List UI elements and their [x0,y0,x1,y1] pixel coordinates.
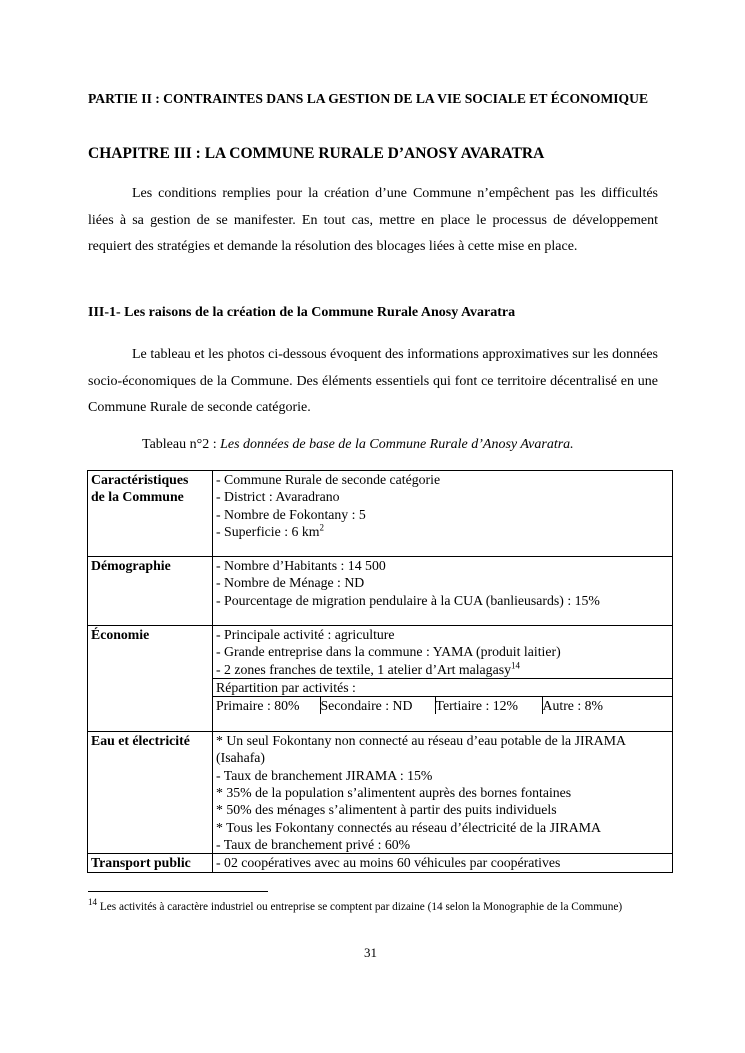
row-item: - Nombre de Ménage : ND [216,575,365,591]
row-item: - Taux de branchement privé : 60% [216,836,411,852]
row-item: - Pourcentage de migration pendulaire à la CUA (banlieusards) : 15% [216,592,600,608]
economie-items [213,626,672,679]
row-item: - Taux de branchement JIRAMA : 15% [216,767,433,783]
repartition-primaire: Primaire : 80% [216,697,320,714]
row-item: * Tous les Fokontany connectés au réseau d’électricité de la JIRAMA [216,819,601,835]
page-number: 31 [364,945,377,960]
superficie-exponent: 2 [319,522,324,533]
caption-prefix: Tableau n°2 : [142,437,221,452]
intro-paragraph [88,181,658,261]
footnote [88,898,648,916]
row-item [216,661,669,678]
row-content [213,471,673,557]
repartition-table [216,697,672,714]
row-item: * Un seul Fokontany non connecté au réseau d’eau potable de la JIRAMA (Isahafa) [216,733,626,766]
table-row-transport [88,854,673,872]
repartition-row [213,697,672,731]
section-paragraph-text: Le tableau et les photos ci-dessous évoquent des informations approximatives sur les données socio-économiques de la Commune. Des éléments essentiels qui font ce territoire décentralisé en une Commune Rurale de seconde catégorie. [88,347,658,415]
footnote-text: Les activités à caractère industriel ou entreprise se comptent par dizaine (14 selon la Monographie de la Commune) [97,901,623,913]
row-item: * 50% des ménages s’alimentent à partir des puits individuels [216,802,557,818]
row-label: Transport public [88,854,213,872]
row-content [213,557,673,626]
row-item: - Grande entreprise dans la commune : YAMA (produit laitier) [216,644,561,660]
caption-title: Les données de base de la Commune Rurale d’Anosy Avaratra. [220,437,574,452]
row-label-line: de la Commune [91,489,184,505]
row-item: - Nombre de Fokontany : 5 [216,506,366,522]
row-label [88,471,213,557]
row-label: Eau et électricité [88,732,213,854]
table-row-economie [88,626,673,732]
section-heading: III-1- Les raisons de la création de la Commune Rurale Anosy Avaratra [88,305,516,320]
repartition-secondaire: Secondaire : ND [320,697,435,714]
row-item: - Principale activité : agriculture [216,627,395,642]
table-row-eau [88,732,673,854]
repartition-autre: Autre : 8% [542,698,604,714]
superficie-text: - Superficie : 6 km [216,523,320,539]
footnote-number: 14 [88,897,97,908]
row-item [216,523,669,540]
footnote-divider [88,891,268,892]
table-row-demographie [88,557,673,626]
row-content [213,626,673,732]
data-table [87,470,673,873]
part-heading: PARTIE II : CONTRAINTES DANS LA GESTION DE LA VIE SOCIALE ET ÉCONOMIQUE [88,91,649,106]
repartition-tertiaire: Tertiaire : 12% [435,697,542,714]
intro-paragraph-text: Les conditions remplies pour la création d’une Commune n’empêchent pas les difficultés liées à sa gestion de se manifester. En tout cas, mettre en place le processus de développement requiert des stratégies et demande la résolution des blocages liées à cette mise en place. [88,186,658,254]
zones-text: - 2 zones franches de textile, 1 atelier d’Art malagasy [216,661,511,677]
row-label-line: Caractéristiques [91,472,189,487]
row-content [213,732,673,854]
row-label: Démographie [88,557,213,626]
row-item: - Commune Rurale de seconde catégorie [216,472,441,487]
table-row-caracteristiques [88,471,673,557]
row-item: * 35% de la population s’alimentent auprès des bornes fontaines [216,785,572,801]
repartition-label: Répartition par activités : [213,679,672,697]
row-item: - 02 coopératives avec au moins 60 véhicules par coopératives [216,855,561,871]
section-paragraph [88,342,658,422]
row-item: - District : Avaradrano [216,489,340,505]
row-item: - Nombre d’Habitants : 14 500 [216,558,386,573]
chapter-heading: CHAPITRE III : LA COMMUNE RURALE D’ANOSY AVARATRA [88,145,545,162]
footnote-reference: 14 [510,660,520,670]
table-caption [142,435,574,455]
row-label: Économie [88,626,213,732]
row-content [213,854,673,872]
